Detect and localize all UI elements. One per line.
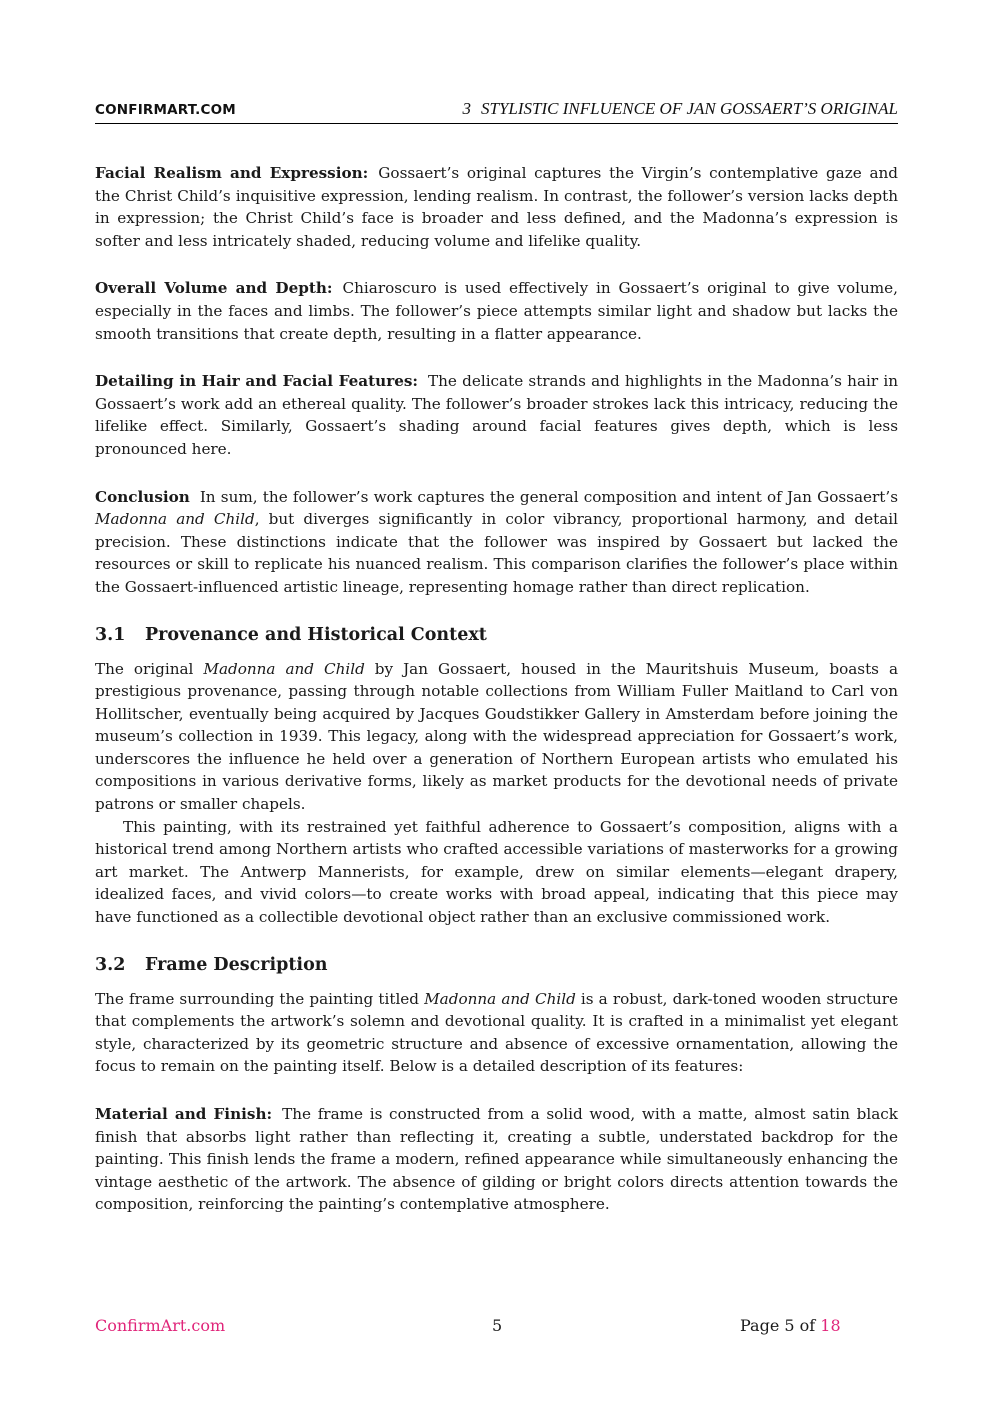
running-head-title: STYLISTIC INFLUENCE OF JAN GOSSAERT’S ORIGINAL [481, 99, 898, 118]
paragraph-conclusion [95, 486, 898, 599]
footer-page-of [740, 1316, 841, 1335]
paragraph-text: In sum, the follower’s work captures the general composition and intent of Jan Gossaert’s [199, 487, 898, 506]
page-of-prefix: Page 5 of [740, 1316, 821, 1335]
paragraph-text: The frame is constructed from a solid wood, with a matte, almost satin black finish that absorbs light rather than reflecting it, creating a subtle, understated backdrop for the painting. This finish lends the frame a modern, refined appearance while simultaneously enhancing the vintage aesthetic of the artwork. The absence of gilding or bright colors directs attention towards the composition, reinforcing the painting’s contemplative atmosphere. [95, 1105, 898, 1214]
paragraph-text: The original [95, 659, 204, 678]
page-footer [95, 1316, 898, 1338]
paragraph-provenance [95, 658, 898, 816]
paragraph-lead: Overall Volume and Depth: [95, 279, 333, 298]
paragraph-lead: Facial Realism and Expression: [95, 164, 369, 182]
paragraph-text: is a robust, dark-toned wooden structure that complements the artwork’s solemn and devotional quality. It is crafted in a minimalist yet elegant style, characterized by its geometric structure and absence of excessive ornamentation, allowing the focus to remain on the painting itself. Below is a detailed description of its features: [95, 989, 898, 1076]
section-number: 3.2 [95, 954, 126, 975]
section-title: Frame Description [145, 954, 328, 975]
paragraph-lead: Material and Finish: [95, 1105, 273, 1123]
page-header [95, 97, 898, 124]
paragraph-facial-realism [95, 162, 898, 252]
paragraph-text: by Jan Gossaert, housed in the Mauritshuis Museum, boasts a prestigious provenance, passing through notable collections from William Fuller Maitland to Carl von Hollitscher, eventually being acquired by Jacques Goudstikker Gallery in Amsterdam before joining the museum’s collection in 1939. This legacy, along with the widespread appreciation for Gossaert’s work, underscores the influence he held over a generation of Northern European artists who emulated his compositions in various derivative forms, likely as market products for the devotional needs of private patrons or smaller chapels. [95, 659, 898, 814]
paragraph-hair-features [95, 370, 898, 460]
document-body [95, 162, 898, 1216]
paragraph-text: The delicate strands and highlights in the Madonna’s hair in Gossaert’s work add an ethereal quality. The follower’s broader strokes lack this intricacy, reducing the lifelike effect. Similarly, Gossaert’s shading around facial features gives depth, which is less pronounced here. [95, 372, 898, 458]
paragraph-lead: Conclusion [95, 487, 190, 506]
footer-page-number: 5 [492, 1316, 503, 1335]
paragraph-lead: Detailing in Hair and Facial Features: [95, 372, 419, 391]
artwork-title: Madonna and Child [203, 659, 365, 678]
section-title: Provenance and Historical Context [145, 624, 487, 645]
artwork-title: Madonna and Child [95, 510, 255, 529]
page-total-link[interactable]: 18 [820, 1316, 841, 1335]
paragraph-text: The frame surrounding the painting titled [95, 989, 425, 1008]
paragraph-text: Gossaert’s original captures the Virgin’s contemplative gaze and the Christ Child’s inquisitive expression, lending realism. In contrast, the follower’s version lacks depth in expression; the Christ Child’s face is broader and less defined, and the Madonna’s expression is softer and less intricately shaded, reducing volume and lifelike quality. [95, 164, 898, 250]
footer-site-link[interactable]: ConfirmArt.com [95, 1316, 226, 1335]
section-heading-3-1 [95, 623, 898, 647]
paragraph-text: Chiaroscuro is used effectively in Gossaert’s original to give volume, especially in the faces and limbs. The follower’s piece attempts similar light and shadow but lacks the smooth transitions that create depth, resulting in a flatter appearance. [95, 279, 898, 343]
running-head [463, 99, 898, 119]
section-number: 3.1 [95, 624, 126, 645]
running-head-number: 3 [462, 99, 472, 118]
paragraph-frame-intro [95, 988, 898, 1078]
artwork-title: Madonna and Child [424, 989, 576, 1008]
paragraph-text: , but diverges significantly in color vibrancy, proportional harmony, and detail precision. These distinctions indicate that the follower was inspired by Gossaert but lacked the resources or skill to replicate his nuanced realism. This comparison clarifies the follower’s place within the Gossaert-influenced artistic lineage, representing homage rather than direct replication. [95, 510, 898, 596]
paragraph-material-finish [95, 1103, 898, 1216]
site-logo: CONFIRMART.COM [95, 102, 236, 118]
section-heading-3-2 [95, 953, 898, 977]
paragraph-volume-depth [95, 277, 898, 345]
paragraph-historical-trend: This painting, with its restrained yet faithful adherence to Gossaert’s composition, aligns with a historical trend among Northern artists who crafted accessible variations of masterworks for a growing art market. The Antwerp Mannerists, for example, drew on similar elements—elegant drapery, idealized faces, and vivid colors—to create works with broad appeal, indicating that this piece may have functioned as a collectible devotional object rather than an exclusive commissioned work. [95, 817, 898, 927]
